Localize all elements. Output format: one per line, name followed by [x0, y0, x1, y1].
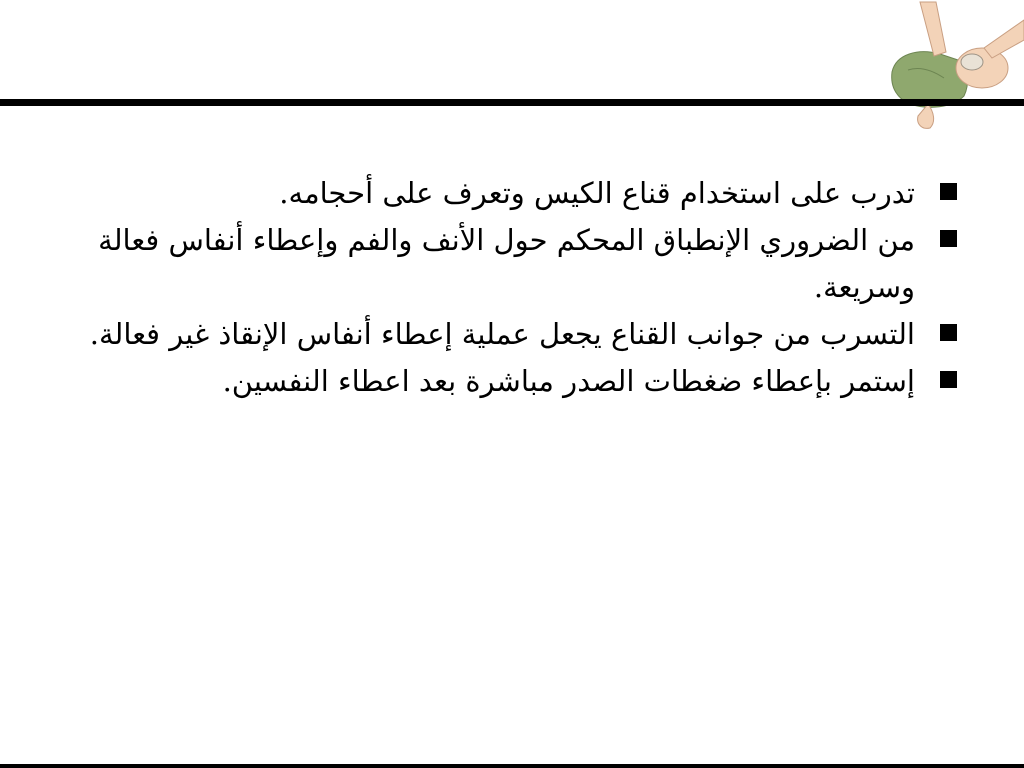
- bullet-item: [75, 311, 965, 358]
- patient-head: [956, 48, 1008, 88]
- square-bullet-icon: [940, 230, 957, 247]
- rescuer-arm-top: [920, 2, 946, 56]
- bullet-text: تدرب على استخدام قناع الكيس وتعرف على أحجامه.: [279, 176, 915, 210]
- bullet-text: إستمر بإعطاء ضغطات الصدر مباشرة بعد اعطاء النفسين.: [222, 364, 915, 398]
- bottom-divider: [0, 764, 1024, 768]
- square-bullet-icon: [940, 324, 957, 341]
- cpr-mask-illustration: [888, 0, 1024, 130]
- bullet-list: [75, 170, 965, 405]
- top-divider: [0, 99, 1024, 106]
- square-bullet-icon: [940, 183, 957, 200]
- mask-icon: [961, 54, 983, 70]
- bullet-text: من الضروري الإنطباق المحكم حول الأنف والفم وإعطاء أنفاس فعالة وسريعة.: [98, 223, 915, 304]
- square-bullet-icon: [940, 371, 957, 388]
- bullet-item: [75, 170, 965, 217]
- bullet-text: التسرب من جوانب القناع يجعل عملية إعطاء أنفاس الإنقاذ غير فعالة.: [89, 317, 915, 351]
- rescuer-arm-right: [984, 20, 1024, 58]
- bullet-item: [75, 358, 965, 405]
- bullet-item: [75, 217, 965, 311]
